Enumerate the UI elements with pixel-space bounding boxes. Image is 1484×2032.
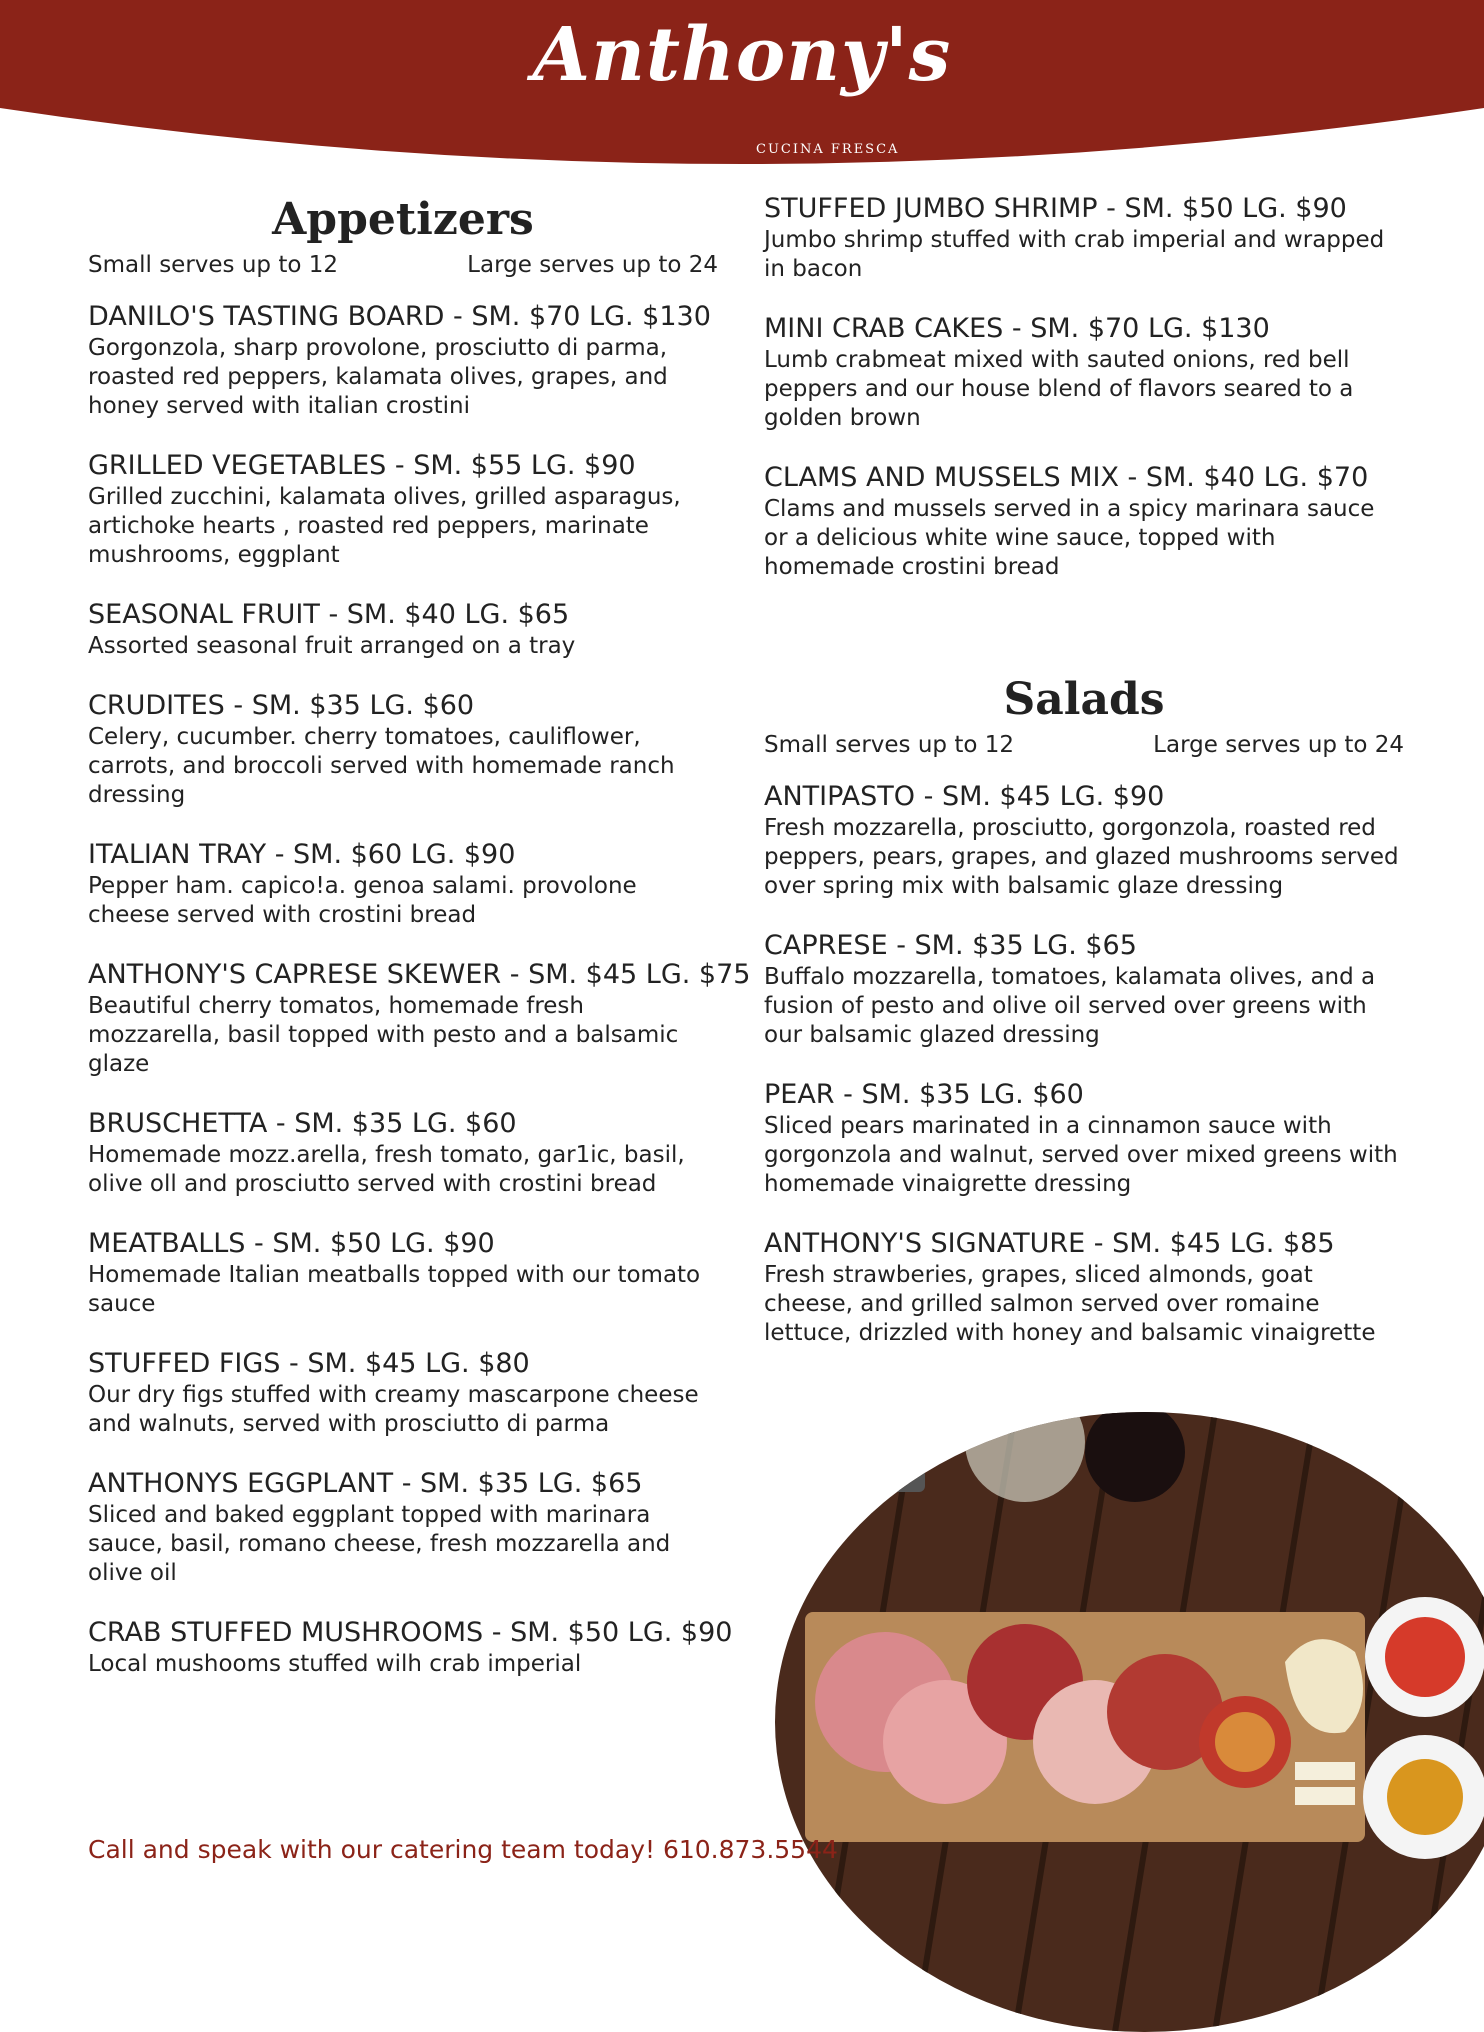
salads-list bbox=[764, 780, 1404, 1348]
charcuterie-photo bbox=[775, 1412, 1484, 2032]
brand-logo: Anthony's bbox=[532, 12, 952, 98]
menu-item-name: CAPRESE - SM. $35 LG. $65 bbox=[764, 930, 1137, 961]
menu-item-description: Local mushooms stuffed wilh crab imperial bbox=[88, 1651, 582, 1677]
small-serving-note: Small serves up to 12 bbox=[764, 732, 1014, 758]
menu-item-name: DANILO'S TASTING BOARD - SM. $70 LG. $130 bbox=[88, 301, 711, 332]
header-banner bbox=[0, 0, 1484, 175]
menu-item bbox=[764, 1227, 1404, 1348]
appetizers-serving-notes bbox=[88, 250, 718, 280]
menu-item-description: Celery, cucumber. cherry tomatoes, cauliflower, carrots, and broccoli served with homemade ranch dressing bbox=[88, 724, 675, 808]
menu-item-name: ANTHONYS EGGPLANT - SM. $35 LG. $65 bbox=[88, 1468, 643, 1499]
menu-item bbox=[764, 780, 1404, 901]
brand-tagline: CUCINA FRESCA bbox=[756, 142, 900, 157]
menu-item bbox=[88, 1347, 718, 1439]
appetizers-section bbox=[88, 192, 751, 1707]
menu-item-name: CLAMS AND MUSSELS MIX - SM. $40 LG. $70 bbox=[764, 462, 1369, 493]
large-serving-note: Large serves up to 24 bbox=[1153, 732, 1404, 758]
menu-item-name: STUFFED FIGS - SM. $45 LG. $80 bbox=[88, 1348, 530, 1379]
menu-item-name: CRUDITES - SM. $35 LG. $60 bbox=[88, 690, 475, 721]
menu-item bbox=[88, 598, 718, 661]
menu-item-name: MINI CRAB CAKES - SM. $70 LG. $130 bbox=[764, 313, 1270, 344]
menu-item-name: PEAR - SM. $35 LG. $60 bbox=[764, 1079, 1084, 1110]
menu-item-description: Sliced pears marinated in a cinnamon sauce with gorgonzola and walnut, served over mixed greens with homemade vinaigrette dressing bbox=[764, 1113, 1398, 1197]
right-column bbox=[764, 192, 1404, 1376]
menu-item-description: Beautiful cherry tomatos, homemade fresh mozzarella, basil topped with pesto and a balsamic glaze bbox=[88, 993, 679, 1077]
menu-item bbox=[764, 192, 1404, 284]
menu-item bbox=[88, 449, 718, 570]
menu-item-name: BRUSCHETTA - SM. $35 LG. $60 bbox=[88, 1108, 517, 1139]
menu-item-name: ITALIAN TRAY - SM. $60 LG. $90 bbox=[88, 839, 516, 870]
menu-item-description: Lumb crabmeat mixed with sauted onions, red bell peppers and our house blend of flavors seared to a golden brown bbox=[764, 347, 1354, 431]
menu-item-description: Fresh mozzarella, prosciutto, gorgonzola, roasted red peppers, pears, grapes, and glazed mushrooms served over spring mix with balsamic glaze dressing bbox=[764, 815, 1399, 899]
menu-item bbox=[88, 689, 718, 810]
appetizers-list bbox=[88, 300, 751, 1679]
menu-item-description: Sliced and baked eggplant topped with marinara sauce, basil, romano cheese, fresh mozzarella and olive oil bbox=[88, 1502, 671, 1586]
menu-item bbox=[88, 1107, 718, 1199]
small-serving-note: Small serves up to 12 bbox=[88, 252, 338, 278]
menu-item bbox=[88, 300, 718, 421]
menu-item bbox=[88, 1227, 718, 1319]
more-appetizers-list bbox=[764, 192, 1404, 582]
menu-item-description: Homemade mozz.arella, fresh tomato, gar1ic, basil, olive oll and prosciutto served with crostini bread bbox=[88, 1142, 685, 1197]
salads-serving-notes bbox=[764, 730, 1404, 760]
menu-item-description: Homemade Italian meatballs topped with our tomato sauce bbox=[88, 1262, 701, 1317]
menu-item-description: Buffalo mozzarella, tomatoes, kalamata olives, and a fusion of pesto and olive oil served over greens with our balsamic glazed dressing bbox=[764, 964, 1376, 1048]
menu-item-name: ANTHONY'S CAPRESE SKEWER - SM. $45 LG. $75 bbox=[88, 959, 751, 990]
menu-item bbox=[764, 312, 1404, 433]
menu-item-description: Fresh strawberies, grapes, sliced almonds, goat cheese, and grilled salmon served over romaine lettuce, drizzled with honey and balsamic vinaigrette bbox=[764, 1262, 1376, 1346]
appetizers-title: Appetizers bbox=[272, 194, 534, 245]
menu-item-name: ANTIPASTO - SM. $45 LG. $90 bbox=[764, 781, 1165, 812]
menu-item-name: MEATBALLS - SM. $50 LG. $90 bbox=[88, 1228, 495, 1259]
menu-item bbox=[88, 1616, 733, 1679]
menu-item-description: Our dry figs stuffed with creamy mascarpone cheese and walnuts, served with prosciutto di parma bbox=[88, 1382, 699, 1437]
catering-contact-line: Call and speak with our catering team today! 610.873.5544 bbox=[88, 1835, 838, 1864]
menu-item-description: Jumbo shrimp stuffed with crab imperial and wrapped in bacon bbox=[764, 227, 1385, 282]
menu-item bbox=[88, 838, 718, 930]
menu-item-name: CRAB STUFFED MUSHROOMS - SM. $50 LG. $90 bbox=[88, 1617, 733, 1648]
menu-item bbox=[764, 1078, 1404, 1199]
salads-title: Salads bbox=[1003, 674, 1165, 725]
menu-item bbox=[88, 958, 751, 1079]
menu-item-description: Gorgonzola, sharp provolone, prosciutto di parma, roasted red peppers, kalamata olives, grapes, and honey served with italian crostini bbox=[88, 335, 668, 419]
menu-item-name: SEASONAL FRUIT - SM. $40 LG. $65 bbox=[88, 599, 570, 630]
menu-item-description: Pepper ham. capico!a. genoa salami. provolone cheese served with crostini bread bbox=[88, 873, 637, 928]
menu-item bbox=[764, 929, 1404, 1050]
menu-item-description: Assorted seasonal fruit arranged on a tray bbox=[88, 633, 576, 659]
menu-item-name: STUFFED JUMBO SHRIMP - SM. $50 LG. $90 bbox=[764, 193, 1347, 224]
menu-item-description: Clams and mussels served in a spicy marinara sauce or a delicious white wine sauce, topped with homemade crostini bread bbox=[764, 496, 1375, 580]
menu-item-name: ANTHONY'S SIGNATURE - SM. $45 LG. $85 bbox=[764, 1228, 1335, 1259]
menu-item-name: GRILLED VEGETABLES - SM. $55 LG. $90 bbox=[88, 450, 636, 481]
menu-item bbox=[764, 461, 1404, 582]
menu-item bbox=[88, 1467, 718, 1588]
large-serving-note: Large serves up to 24 bbox=[467, 252, 718, 278]
menu-item-description: Grilled zucchini, kalamata olives, grilled asparagus, artichoke hearts , roasted red peppers, marinate mushrooms, eggplant bbox=[88, 484, 681, 568]
